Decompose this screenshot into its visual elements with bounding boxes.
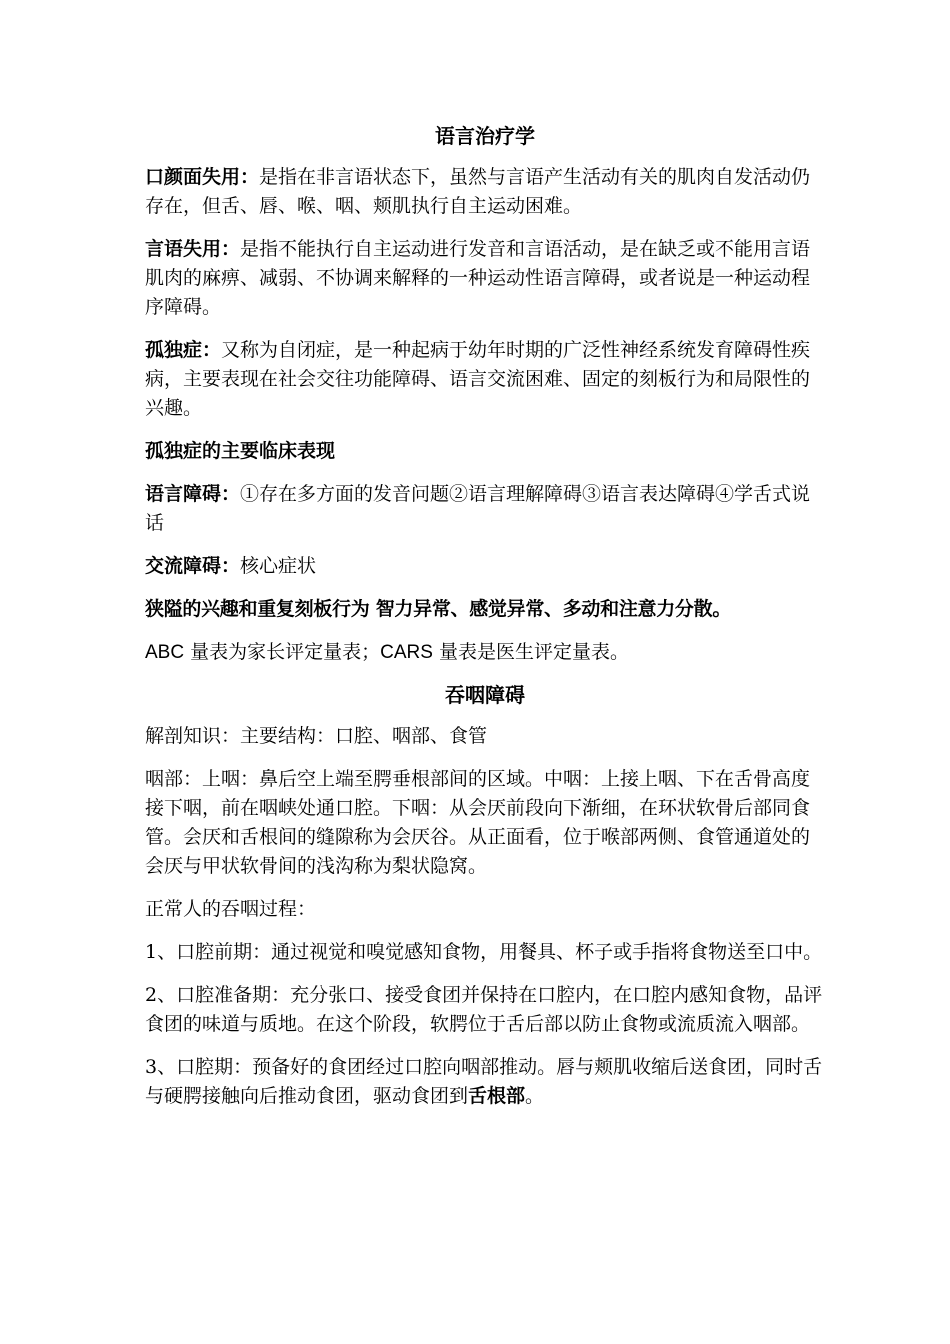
term-autism: 孤独症：	[145, 339, 222, 361]
paragraph-language-disorder	[145, 480, 825, 538]
term-tongue-base: 舌根部	[468, 1085, 526, 1107]
section-title-speech-therapy: 语言治疗学	[435, 124, 535, 148]
oral-phase-end: 。	[525, 1085, 545, 1107]
paragraph-narrow-interests: 狭隘的兴趣和重复刻板行为 智力异常、感觉异常、多动和注意力分散。	[145, 598, 732, 620]
paragraph-oral-preparatory-pre: 1、口腔前期：通过视觉和嗅觉感知食物，用餐具、杯子或手指将食物送至口中。	[145, 941, 823, 963]
definition-text: 又称为自闭症，是一种起病于幼年时期的广泛性神经系统发育障碍性疾病，主要表现在社会交往功能障碍、语言交流困难、固定的刻板行为和局限性的兴趣。	[145, 339, 811, 419]
term-speech-apraxia: 言语失用：	[145, 238, 241, 260]
definition-text: ①存在多方面的发音问题②语言理解障碍③语言表达障碍④学舌式说话	[145, 483, 811, 534]
paragraph-oral-preparatory: 2、口腔准备期：充分张口、接受食团并保持在口腔内，在口腔内感知食物，品评食团的味道与质地。在这个阶段，软腭位于舌后部以防止食物或流质流入咽部。	[145, 984, 823, 1035]
oral-phase-text: 3、口腔期：预备好的食团经过口腔向咽部推动。唇与颊肌收缩后送食团，同时舌与硬腭接触向后推动食团，驱动食团到	[145, 1056, 823, 1107]
paragraph-communication-disorder	[145, 552, 825, 581]
section-title-dysphagia: 吞咽障碍	[445, 683, 525, 707]
definition-text: 是指不能执行自主运动进行发音和言语活动，是在缺乏或不能用言语肌肉的麻痹、减弱、不协调来解释的一种运动性语言障碍，或者说是一种运动程序障碍。	[145, 238, 811, 318]
paragraph-anatomy: 解剖知识：主要结构：口腔、咽部、食管	[145, 725, 488, 747]
paragraph-speech-apraxia	[145, 235, 825, 322]
definition-text: 是指在非言语状态下，虽然与言语产生活动有关的肌肉自发活动仍存在，但舌、唇、喉、咽、颊肌执行自主运动困难。	[145, 166, 811, 217]
scale-text: 量表是医生评定量表。	[432, 641, 629, 663]
paragraph-scales	[145, 638, 825, 667]
scale-text: 量表为家长评定量表；	[184, 641, 381, 663]
term-communication-disorder: 交流障碍：	[145, 555, 241, 577]
paragraph-oral-phase	[145, 1053, 825, 1111]
paragraph-orofacial-apraxia	[145, 163, 825, 221]
abc-label: ABC	[145, 642, 185, 663]
cars-label: CARS	[380, 642, 433, 663]
paragraph-autism	[145, 336, 825, 423]
term-orofacial-apraxia: 口颜面失用：	[145, 166, 260, 188]
term-language-disorder: 语言障碍：	[145, 483, 241, 505]
paragraph-pharynx: 咽部：上咽：鼻后空上端至腭垂根部间的区域。中咽：上接上咽、下在舌骨高度接下咽，前在咽峡处通口腔。下咽：从会厌前段向下渐细，在环状软骨后部同食管。会厌和舌根间的缝隙称为会厌谷。从正面看，位于喉部两侧、食管通道处的会厌与甲状软骨间的浅沟称为梨状隐窝。	[145, 768, 811, 877]
heading-autism-symptoms: 孤独症的主要临床表现	[145, 440, 336, 462]
definition-text: 核心症状	[240, 555, 317, 577]
paragraph-swallow-process: 正常人的吞咽过程：	[145, 898, 317, 920]
document-page	[145, 122, 825, 1125]
